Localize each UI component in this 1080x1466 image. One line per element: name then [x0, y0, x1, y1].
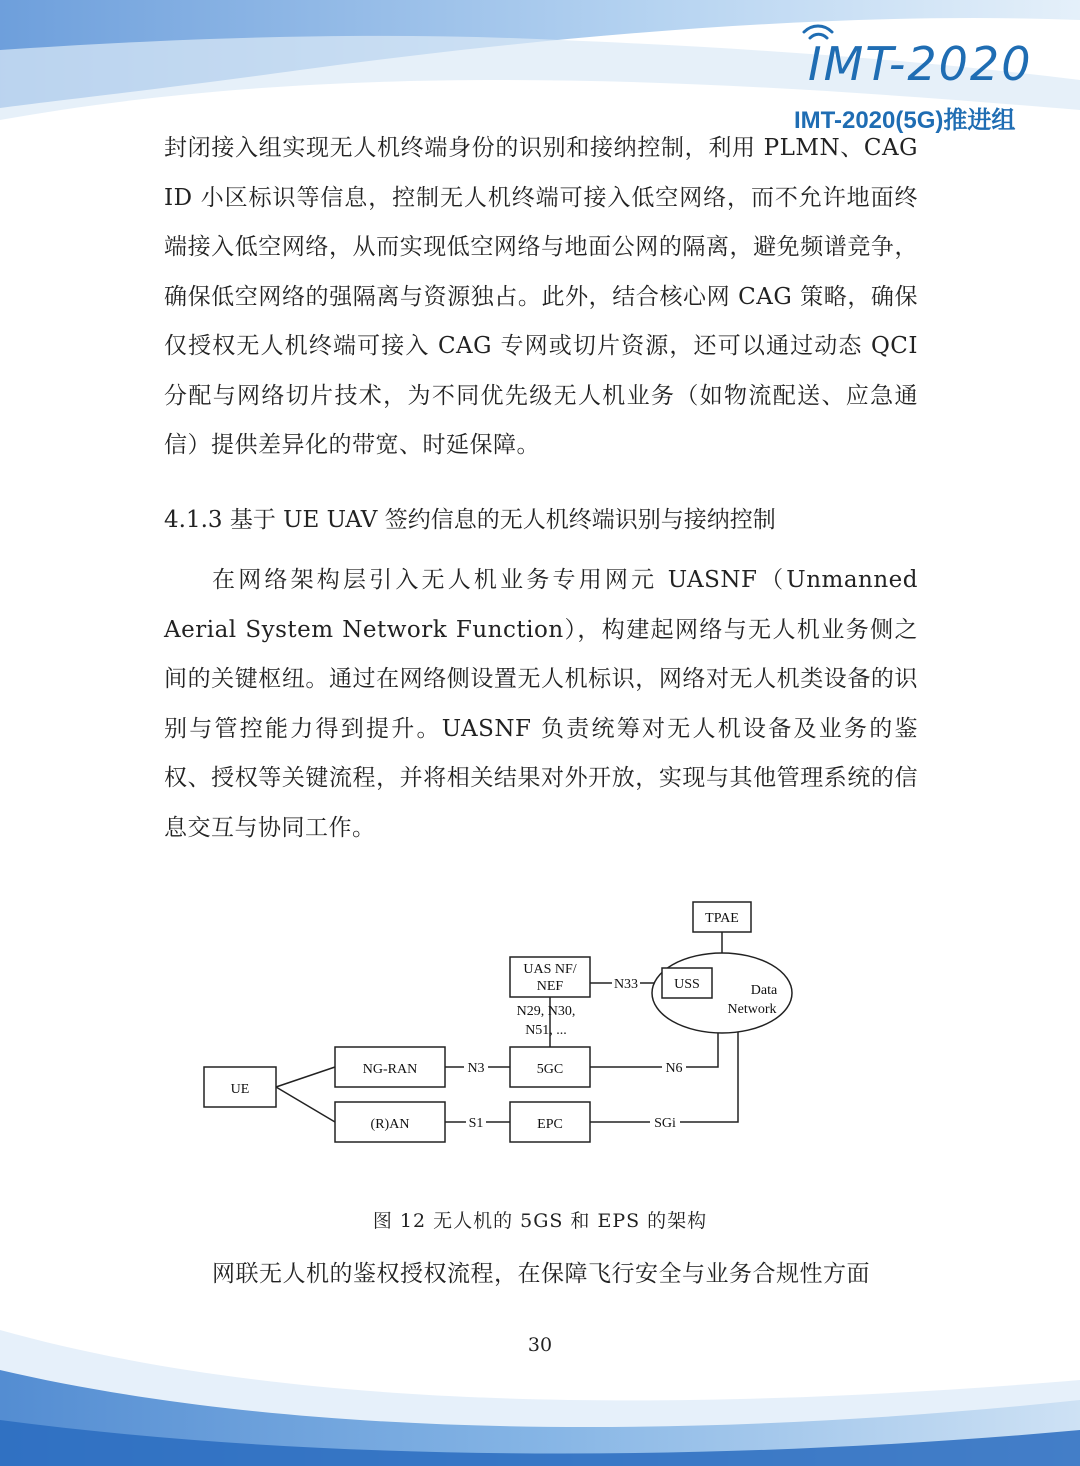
logo-text: IMT-2020: [808, 37, 1033, 91]
section-heading: 4.1.3 基于 UE UAV 签约信息的无人机终端识别与接纳控制: [164, 507, 776, 533]
n6-link: [590, 1032, 718, 1067]
n33-label: N33: [613, 977, 639, 992]
5gc-label: 5GC: [536, 1062, 564, 1077]
ue-ngran-link: [276, 1067, 335, 1087]
n6-label: N6: [665, 1061, 683, 1076]
paragraph-3: 网联无人机的鉴权授权流程，在保障飞行安全与业务合规性方面: [212, 1261, 870, 1287]
uasnf-label-line1: UAS NF/: [523, 962, 577, 977]
uasnf-label-line2: NEF: [536, 979, 564, 994]
logo-subtitle: IMT-2020(5G)推进组: [794, 107, 1016, 134]
ue-ran-link: [276, 1087, 335, 1122]
epc-label: EPC: [537, 1117, 563, 1132]
s1-label: S1: [468, 1116, 484, 1131]
n29-label-line2: N51, ...: [525, 1023, 567, 1038]
n3-label: N3: [467, 1061, 485, 1076]
data-network-label-line2: Network: [727, 1002, 777, 1017]
ngran-label: NG-RAN: [362, 1062, 418, 1077]
n29-label-line1: N29, N30,: [516, 1004, 576, 1019]
ran-label: (R)AN: [370, 1117, 410, 1132]
ue-label: UE: [230, 1082, 250, 1097]
architecture-diagram: [190, 890, 800, 1160]
figure-caption: 图 12 无人机的 5GS 和 EPS 的架构: [372, 1210, 708, 1232]
tpae-label: TPAE: [705, 911, 739, 926]
paragraph-2: 在网络架构层引入无人机业务专用网元 UASNF（Unmanned Aerial System Network Function），构建起网络与无人机业务侧之间的关键枢纽。通过在网络侧设置无人机标识，网络对无人机类设备的识别与管控能力得到提升。UASNF 负责统筹对无人机设备及业务的鉴权、授权等关键流程，并将相关结果对外开放，实现与其他管理系统的信息交互与协同工作。: [164, 567, 918, 841]
uss-label: USS: [674, 977, 700, 992]
sgi-label: SGi: [654, 1116, 676, 1131]
paragraph-1: 封闭接入组实现无人机终端身份的识别和接纳控制，利用 PLMN、CAG ID 小区标识等信息，控制无人机终端可接入低空网络，而不允许地面终端接入低空网络，从而实现低空网络与地面公网的隔离，避免频谱竞争，确保低空网络的强隔离与资源独占。此外，结合核心网 CAG 策略，确保仅授权无人机终端可接入 CAG 专网或切片资源，还可以通过动态 QCI 分配与网络切片技术，为不同优先级无人机业务（如物流配送、应急通信）提供差异化的带宽、时延保障。: [164, 135, 918, 458]
page-number: 30: [527, 1334, 553, 1356]
data-network-label-line1: Data: [750, 983, 778, 998]
